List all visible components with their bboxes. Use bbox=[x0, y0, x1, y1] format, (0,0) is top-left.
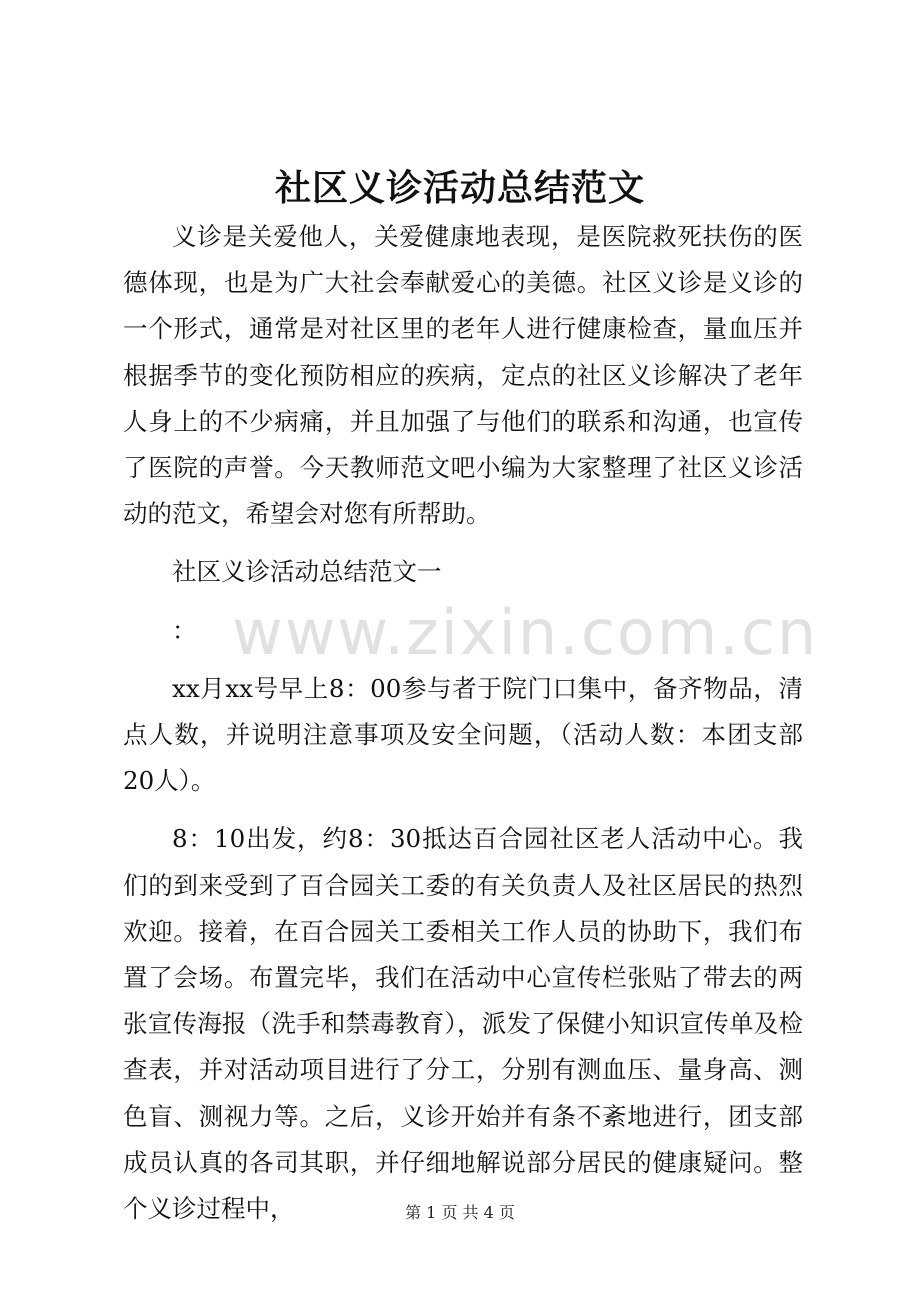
paragraph-assembly: xx月xx号早上8：00参与者于院门口集中，备齐物品，清点人数，并说明注意事项及安全问题，（活动人数：本团支部20人）。 bbox=[123, 673, 803, 796]
document-title: 社区义诊活动总结范文 bbox=[274, 167, 645, 209]
paragraph-intro: 义诊是关爱他人，关爱健康地表现，是医院救死扶伤的医德体现，也是为广大社会奉献爱心的美德。社区义诊是义诊的一个形式，通常是对社区里的老年人进行健康检查，量血压并根据季节的变化预防相应的疾病，定点的社区义诊解决了老年人身上的不少病痛，并且加强了与他们的联系和沟通，也宣传了医院的声誉。今天教师范文吧小编为大家整理了社区义诊活动的范文，希望会对您有所帮助。 bbox=[123, 222, 803, 529]
paragraph-colon: ： bbox=[172, 615, 197, 645]
page-footer: 第 1 页 共 4 页 bbox=[405, 1203, 515, 1222]
watermark: www.zixin.com.cn bbox=[232, 596, 819, 669]
paragraph-activity: 8：10出发，约8：30抵达百合园社区老人活动中心。我们的到来受到了百合园关工委的有关负责人及社区居民的热烈欢迎。接着，在百合园关工委相关工作人员的协助下，我们布置了会场。布置完毕，我们在活动中心宣传栏张贴了带去的两张宣传海报（洗手和禁毒教育），派发了保健小知识宣传单及检查表，并对活动项目进行了分工，分别有测血压、量身高、测色盲、测视力等。之后，义诊开始并有条不紊地进行，团支部成员认真的各司其职，并仔细地解说部分居民的健康疑问。整个义诊过程中， bbox=[123, 824, 803, 1224]
paragraph-section-heading: 社区义诊活动总结范文一 bbox=[172, 557, 442, 587]
document-body bbox=[123, 214, 803, 1232]
